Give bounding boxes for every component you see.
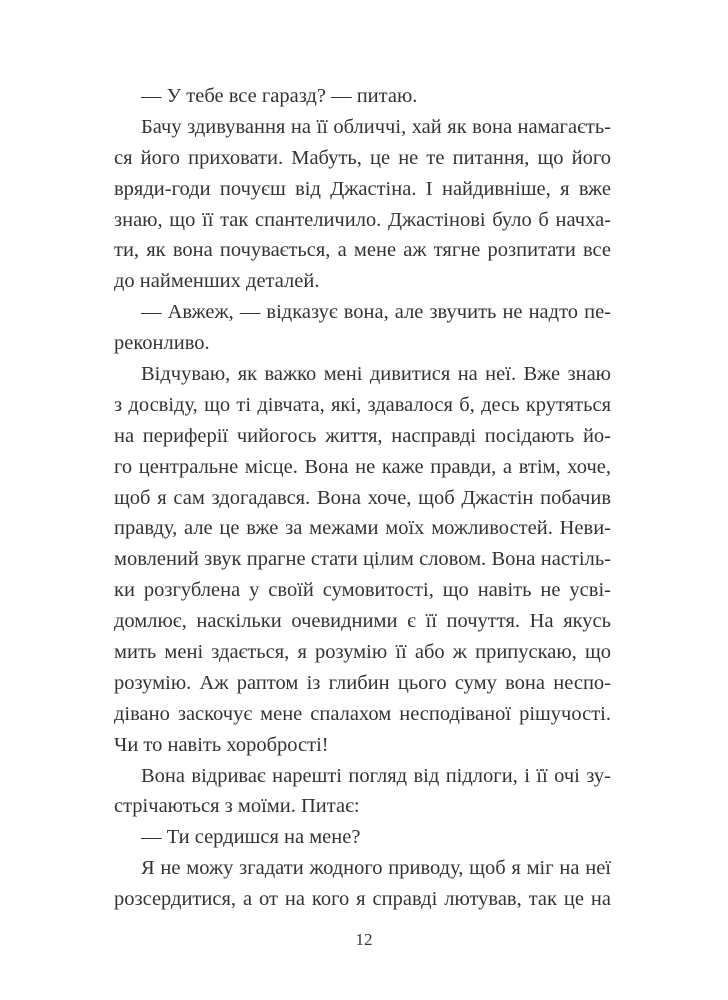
text-line: знаю, що її так спантеличило. Джастінові було б начха- bbox=[114, 208, 611, 231]
paragraph bbox=[114, 853, 611, 915]
text-line: розумію. Аж раптом із глибин цього суму вона неспо- bbox=[114, 671, 611, 694]
text-line: розсердитися, а от на кого я справді лютував, так це на bbox=[114, 888, 611, 911]
text-line: вряди-годи почуєш від Джастіна. І найдивніше, я вже bbox=[114, 177, 611, 200]
text-line: — Ти сердишся на мене? bbox=[141, 826, 361, 849]
text-line: до найменших деталей. bbox=[114, 270, 320, 293]
paragraph bbox=[114, 297, 611, 359]
text-line: ся його приховати. Мабуть, це не те питання, що його bbox=[114, 146, 611, 169]
book-page-text bbox=[114, 81, 611, 915]
text-line: дівано заскочує мене спалахом несподіваної рішучості. bbox=[114, 702, 611, 725]
text-line: Бачу здивування на її обличчі, хай як вона намагаєть- bbox=[141, 115, 611, 138]
text-line: домлює, наскільки очевидними є її почуття. На якусь bbox=[114, 610, 611, 633]
text-line: з досвіду, що ті дівчата, які, здавалося б, десь крутяться bbox=[114, 393, 611, 416]
text-line: правду, але це вже за межами моїх можливостей. Неви- bbox=[114, 517, 611, 540]
text-line: Я не можу згадати жодного приводу, щоб я міг на неї bbox=[141, 857, 611, 880]
text-line: ки розгублена у своїй сумовитості, що навіть не усві- bbox=[114, 579, 611, 602]
page-number: 12 bbox=[355, 930, 373, 949]
paragraph bbox=[114, 81, 611, 112]
text-line: реконливо. bbox=[114, 332, 210, 355]
paragraph bbox=[114, 112, 611, 297]
text-line: го центральне місце. Вона не каже правди, а втім, хоче, bbox=[114, 455, 611, 478]
text-line: ти, як вона почувається, а мене аж тягне розпитати все bbox=[114, 239, 611, 262]
paragraph bbox=[114, 822, 611, 853]
text-line: Вона відриває нарешті погляд від підлоги, і її очі зу- bbox=[141, 764, 611, 787]
text-line: щоб я сам здогадався. Вона хоче, щоб Джастін побачив bbox=[114, 486, 611, 509]
text-line: Відчуваю, як важко мені дивитися на неї. Вже знаю bbox=[141, 363, 611, 386]
text-line: мить мені здається, я розумію її або ж припускаю, що bbox=[114, 641, 611, 664]
text-line: на периферії чийогось життя, насправді посідають йо- bbox=[114, 424, 611, 447]
text-line: стрічаються з моїми. Питає: bbox=[114, 795, 360, 818]
paragraph bbox=[114, 359, 611, 761]
text-line: — У тебе все гаразд? — питаю. bbox=[141, 85, 418, 107]
text-line: — Авжеж, — відказує вона, але звучить не надто пе- bbox=[141, 301, 611, 324]
text-line: мовлений звук прагне стати цілим словом. Вона настіль- bbox=[114, 548, 611, 571]
text-line: Чи то навіть хоробрості! bbox=[114, 733, 329, 756]
paragraph bbox=[114, 761, 611, 823]
